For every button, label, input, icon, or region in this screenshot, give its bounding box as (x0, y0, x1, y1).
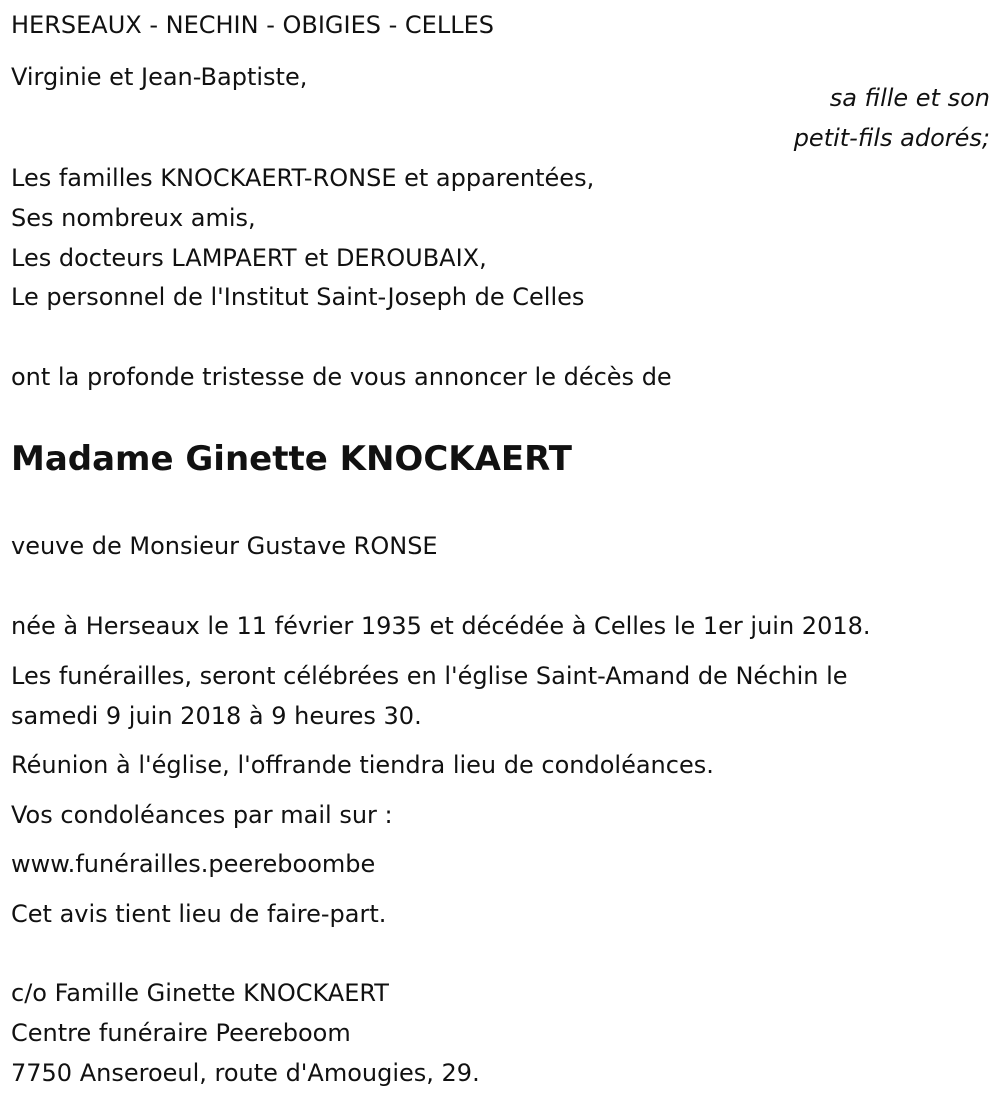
family-line-1: Les familles KNOCKAERT-RONSE et apparentées, (11, 164, 595, 192)
contact-line-2: Centre funéraire Peereboom (11, 1019, 351, 1047)
birth-death-dates: née à Herseaux le 11 février 1935 et décédée à Celles le 1er juin 2018. (11, 612, 871, 640)
relation-line-2: petit-fils adorés; (793, 124, 990, 152)
family-line-4: Le personnel de l'Institut Saint-Joseph de Celles (11, 283, 585, 311)
notice-line: Cet avis tient lieu de faire-part. (11, 900, 387, 928)
children-names: Virginie et Jean-Baptiste, (11, 63, 308, 91)
announcement-intro: ont la profonde tristesse de vous annoncer le décès de (11, 363, 672, 391)
locations-header: HERSEAUX - NECHIN - OBIGIES - CELLES (11, 11, 494, 39)
family-line-3: Les docteurs LAMPAERT et DEROUBAIX, (11, 244, 487, 272)
contact-line-3: 7750 Anseroeul, route d'Amougies, 29. (11, 1059, 480, 1087)
funeral-details: Les funérailles, seront célébrées en l'église Saint-Amand de Néchin le samedi 9 juin 2018 à 9 heures 30. (11, 662, 848, 730)
contact-line-1: c/o Famille Ginette KNOCKAERT (11, 979, 389, 1007)
condolences-label: Vos condoléances par mail sur : (11, 801, 393, 829)
condolences-website: www.funérailles.peereboombe (11, 850, 376, 878)
family-line-2: Ses nombreux amis, (11, 204, 256, 232)
meeting-info: Réunion à l'église, l'offrande tiendra lieu de condoléances. (11, 751, 714, 779)
relation-line-1: sa fille et son (829, 84, 990, 112)
spouse-line: veuve de Monsieur Gustave RONSE (11, 532, 438, 560)
deceased-name: Madame Ginette KNOCKAERT (11, 439, 572, 479)
